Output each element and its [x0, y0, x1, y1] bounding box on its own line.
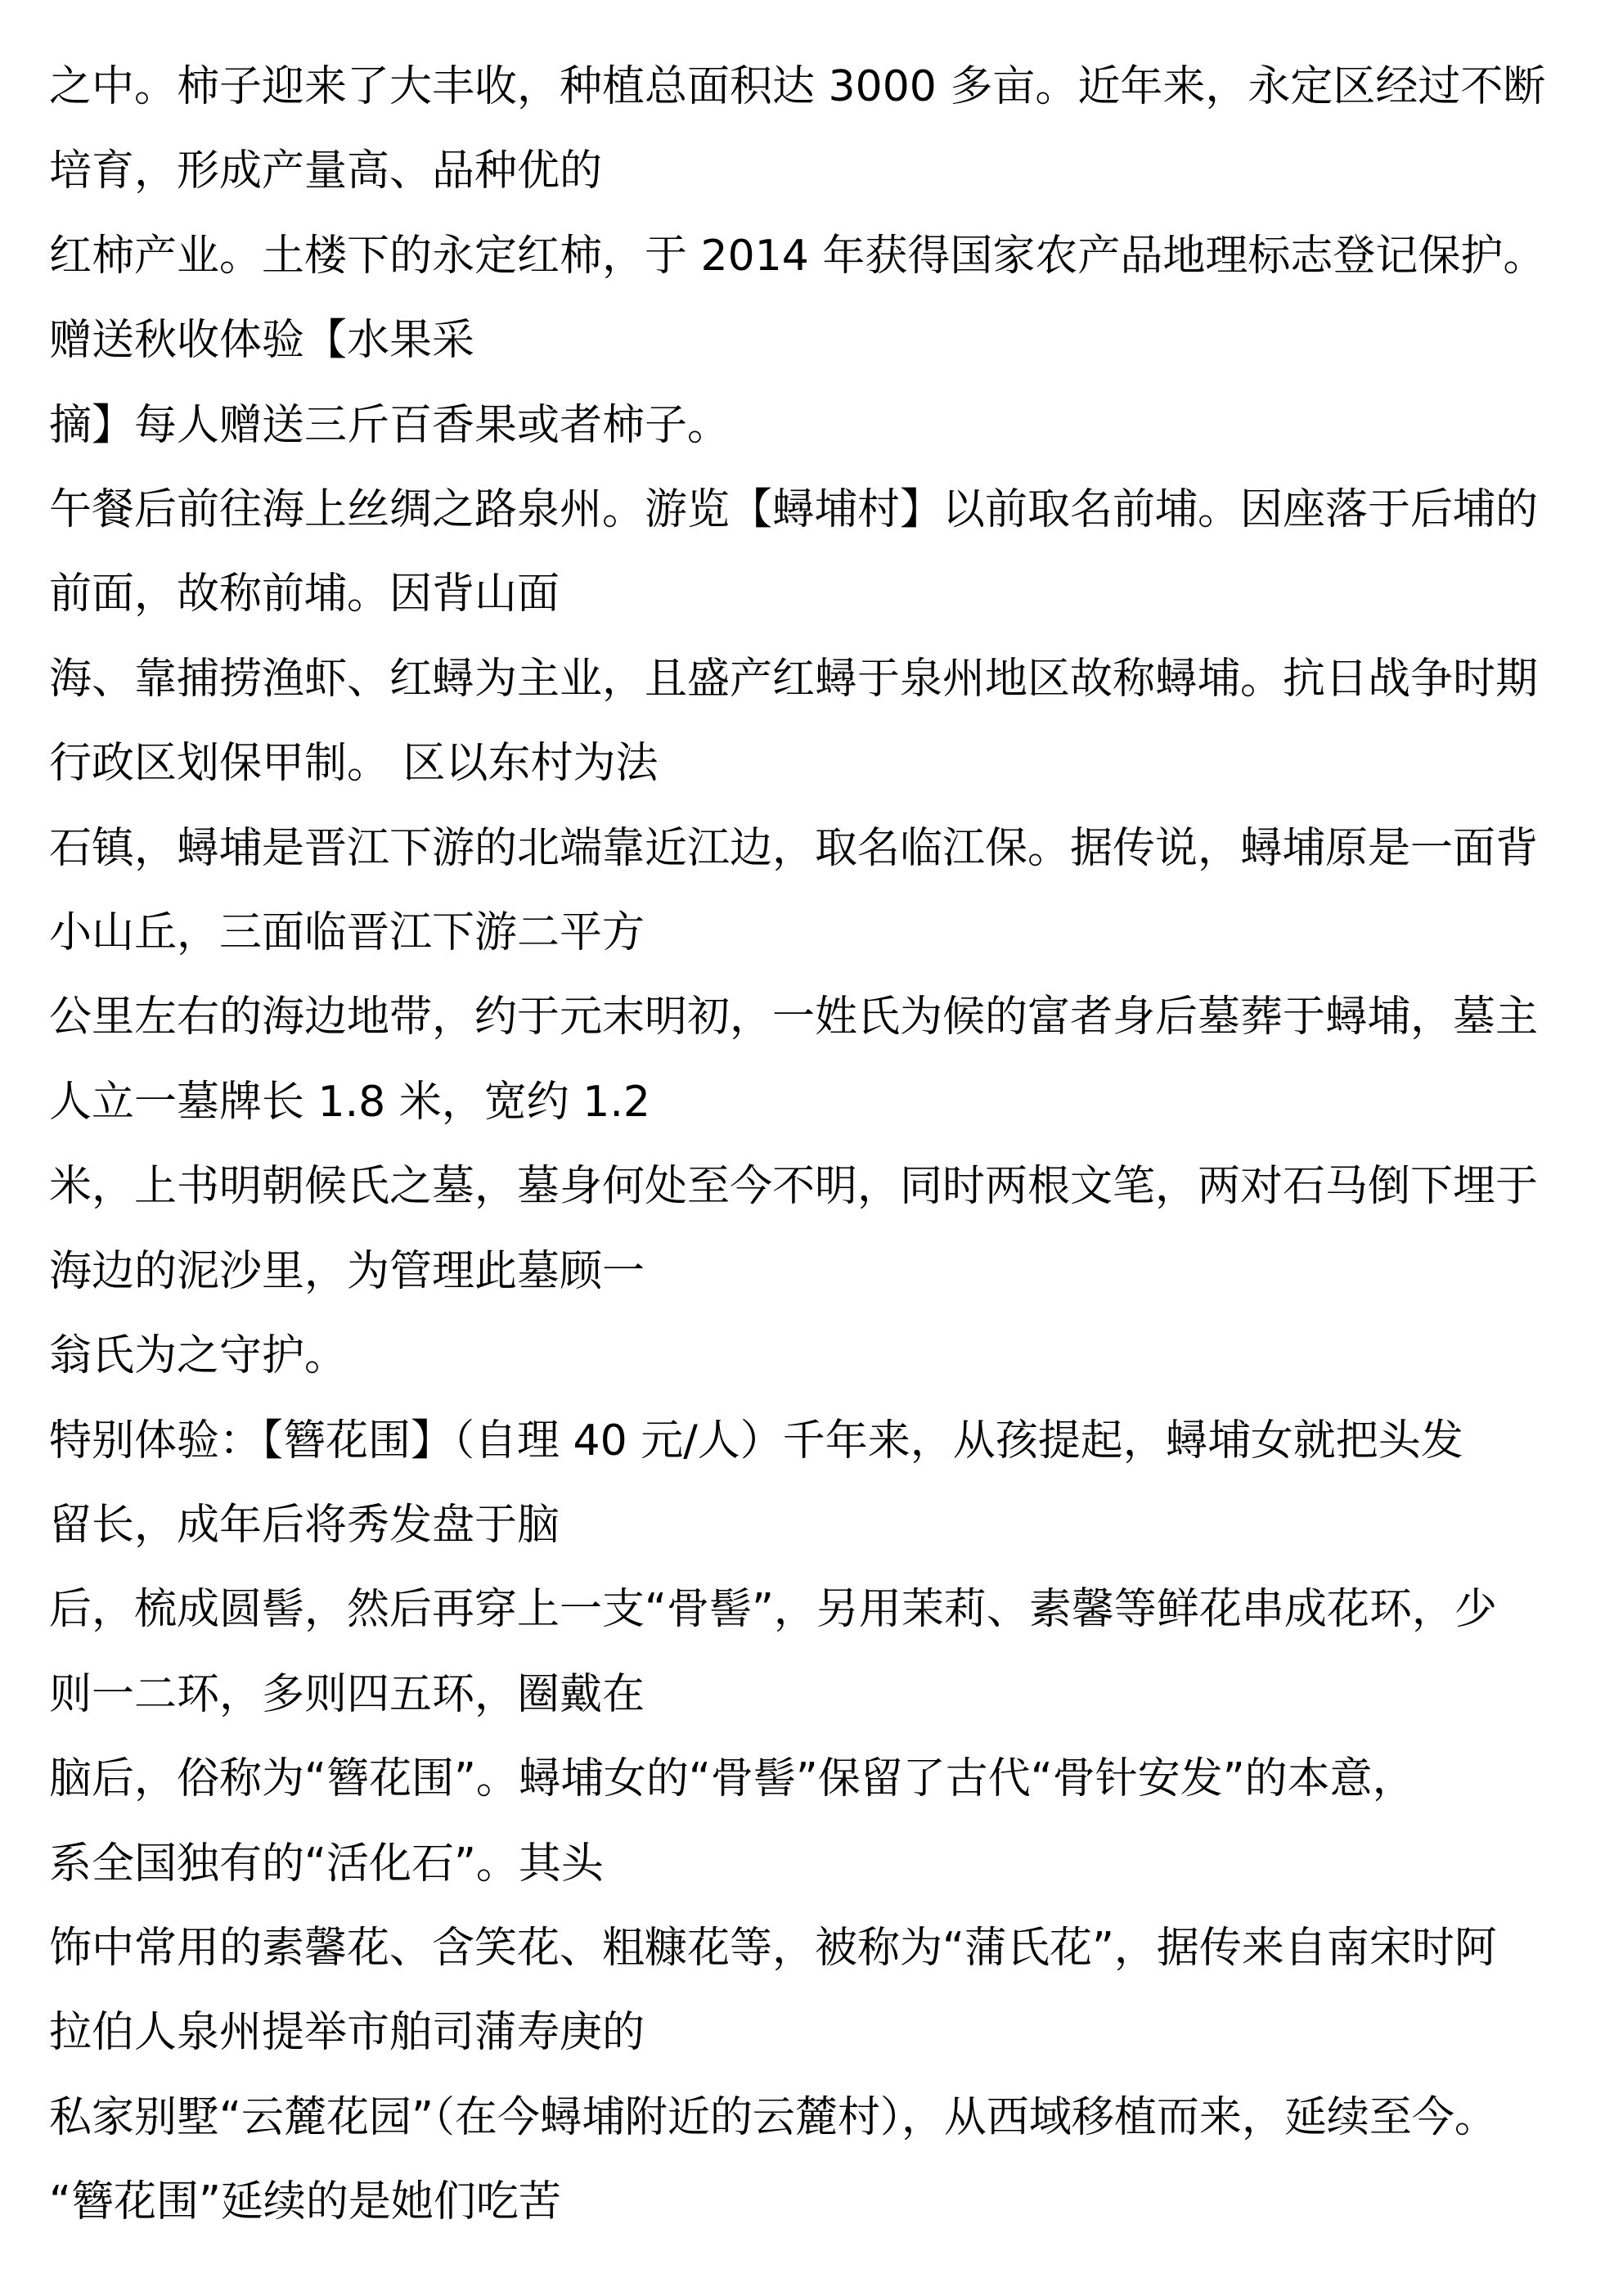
- text-line: 留长，成年后将秀发盘于脑: [49, 1500, 560, 1550]
- text-line: 午餐后前往海上丝绸之路泉州。游览【蟳埔村】以前取名前埔。因座落于后埔的: [49, 485, 1539, 535]
- text-line: 特别体验：【簪花围】（自理 40 元/人）千年来，从孩提起，蟳埔女就把头发: [49, 1416, 1463, 1465]
- text-line: 拉伯人泉州提举市舶司蒲寿庚的: [49, 2008, 645, 2058]
- text-line: 红柿产业。土楼下的永定红柿，于 2014 年获得国家农产品地理标志登记保护。: [49, 231, 1546, 281]
- text-line: 摘】每人赠送三斤百香果或者柿子。: [49, 400, 731, 450]
- text-line: “簪花围”延续的是她们吃苦: [49, 2177, 561, 2227]
- text-line: 培育，形成产量高、品种优的: [49, 146, 603, 196]
- text-line: 系全国独有的“活化石”。其头: [49, 1839, 604, 1889]
- document-body: [49, 45, 1587, 2245]
- text-line: 公里左右的海边地带，约于元末明初，一姓氏为候的富者身后墓葬于蟳埔，墓主: [49, 993, 1539, 1042]
- text-line: 则一二环，多则四五环，圈戴在: [49, 1669, 645, 1719]
- text-line: 前面，故称前埔。因背山面: [49, 569, 560, 619]
- text-line: 翁氏为之守护。: [49, 1331, 348, 1381]
- text-line: 之中。柿子迎来了大丰收，种植总面积达 3000 多亩。近年来，永定区经过不断: [49, 62, 1546, 111]
- text-line: 小山丘，三面临晋江下游二平方: [49, 908, 645, 958]
- text-line: 行政区划保甲制。 区以东村为法: [49, 739, 659, 789]
- text-line: 石镇，蟳埔是晋江下游的北端靠近江边，取名临江保。据传说，蟳埔原是一面背: [49, 823, 1539, 873]
- text-line: 海边的泥沙里，为管理此墓顾一: [49, 1246, 645, 1296]
- text-line: 赠送秋收体验【水果采: [49, 316, 475, 366]
- text-line: 后，梳成圆髻，然后再穿上一支“骨髻”，另用茉莉、素馨等鲜花串成花环，少: [49, 1585, 1497, 1635]
- text-line: 海、靠捕捞渔虾、红蟳为主业，且盛产红蟳于泉州地区故称蟳埔。抗日战争时期: [49, 654, 1539, 704]
- text-line: 米，上书明朝候氏之墓，墓身何处至今不明，同时两根文笔，两对石马倒下埋于: [49, 1162, 1539, 1212]
- text-line: 私家别墅“云麓花园”（在今蟳埔附近的云麓村），从西域移植而来，延续至今。: [49, 2092, 1497, 2142]
- text-line: 饰中常用的素馨花、含笑花、粗糠花等，被称为“蒲氏花”，据传来自南宋时阿: [49, 1923, 1497, 1973]
- text-line: 脑后，俗称为“簪花围”。蟳埔女的“骨髻”保留了古代“骨针安发”的本意，: [49, 1754, 1415, 1804]
- text-line: 人立一墓牌长 1.8 米，宽约 1.2: [49, 1077, 650, 1127]
